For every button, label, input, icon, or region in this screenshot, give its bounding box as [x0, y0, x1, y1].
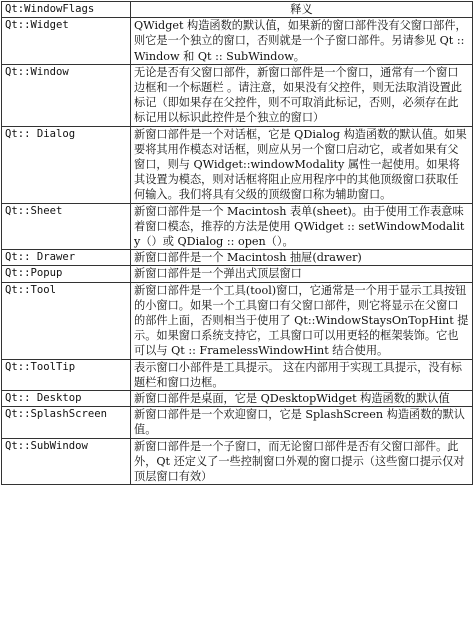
description-cell: 新窗口部件是桌面，它是 QDesktopWidget 构造函数的默认值 — [131, 391, 473, 407]
header-flag: Qt:WindowFlags — [2, 2, 131, 18]
table-row — [2, 391, 473, 407]
flag-cell: Qt::Sheet — [2, 203, 131, 250]
description-cell: 表示窗口小部件是工具提示。 这在内部用于实现工具提示，没有标题栏和窗口边框。 — [131, 359, 473, 390]
description-cell: 新窗口部件是一个 Macintosh 表单(sheet)。由于使用工作表意味着窗口模态，推荐的方法是使用 QWidget :: setWindowModality（）或 QDialog :: open（）。 — [131, 203, 473, 250]
description-cell: QWidget 构造函数的默认值，如果新的窗口部件没有父窗口部件，则它是一个独立的窗口，否则就是一个子窗口部件。另请参见 Qt :: Window 和 Qt :: SubWindow。 — [131, 18, 473, 65]
flag-cell: Qt:: Drawer — [2, 250, 131, 266]
window-flags-table — [1, 1, 473, 485]
description-cell: 新窗口部件是一个子窗口，而无论窗口部件是否有父窗口部件。此外，Qt 还定义了一些控制窗口外观的窗口提示（这些窗口提示仅对顶层窗口有效） — [131, 438, 473, 485]
header-description: 释义 — [131, 2, 473, 18]
table-row — [2, 126, 473, 203]
flag-cell: Qt::ToolTip — [2, 359, 131, 390]
flag-cell: Qt::Widget — [2, 18, 131, 65]
table-row — [2, 18, 473, 65]
header-row — [2, 2, 473, 18]
description-cell: 新窗口部件是一个对话框，它是 QDialog 构造函数的默认值。如果要将其用作模态对话框，则应从另一个窗口启动它，或者如果有父窗口，则与 QWidget::windowModality 属性一起使用。如果将其设置为模态，则对话框将阻止应用程序中的其他顶级窗口获取任何输入。我们将具有父级的顶级窗口称为辅助窗口。 — [131, 126, 473, 203]
table-row — [2, 64, 473, 126]
flag-cell: Qt::Tool — [2, 282, 131, 359]
flag-cell: Qt::SubWindow — [2, 438, 131, 485]
flag-cell: Qt::SplashScreen — [2, 407, 131, 438]
table-row — [2, 282, 473, 359]
table-row — [2, 203, 473, 250]
table-row — [2, 438, 473, 485]
table-row — [2, 407, 473, 438]
flag-cell: Qt:: Desktop — [2, 391, 131, 407]
flag-cell: Qt::Window — [2, 64, 131, 126]
table-row — [2, 359, 473, 390]
description-cell: 新窗口部件是一个工具(tool)窗口，它通常是一个用于显示工具按钮的小窗口。如果一个工具窗口有父窗口部件，则它将显示在父窗口的部件上面，否则相当于使用了 Qt::WindowStaysOnTopHint 提示。如果窗口系统支持它，工具窗口可以用更轻的框架装饰。它也可以与 Qt :: FramelessWindowHint 结合使用。 — [131, 282, 473, 359]
description-cell: 无论是否有父窗口部件，新窗口部件是一个窗口，通常有一个窗口边框和一个标题栏 。请注意，如果没有父控件，则无法取消设置此标记（即如果存在父控件，则不可取消此标记，否则，必须存在此标记用以标识此控件是个独立的窗口） — [131, 64, 473, 126]
table-row — [2, 250, 473, 266]
flag-cell: Qt::Popup — [2, 266, 131, 282]
description-cell: 新窗口部件是一个欢迎窗口，它是 SplashScreen 构造函数的默认值。 — [131, 407, 473, 438]
table-row — [2, 266, 473, 282]
description-cell: 新窗口部件是一个 Macintosh 抽屉(drawer) — [131, 250, 473, 266]
description-cell: 新窗口部件是一个弹出式顶层窗口 — [131, 266, 473, 282]
flag-cell: Qt:: Dialog — [2, 126, 131, 203]
